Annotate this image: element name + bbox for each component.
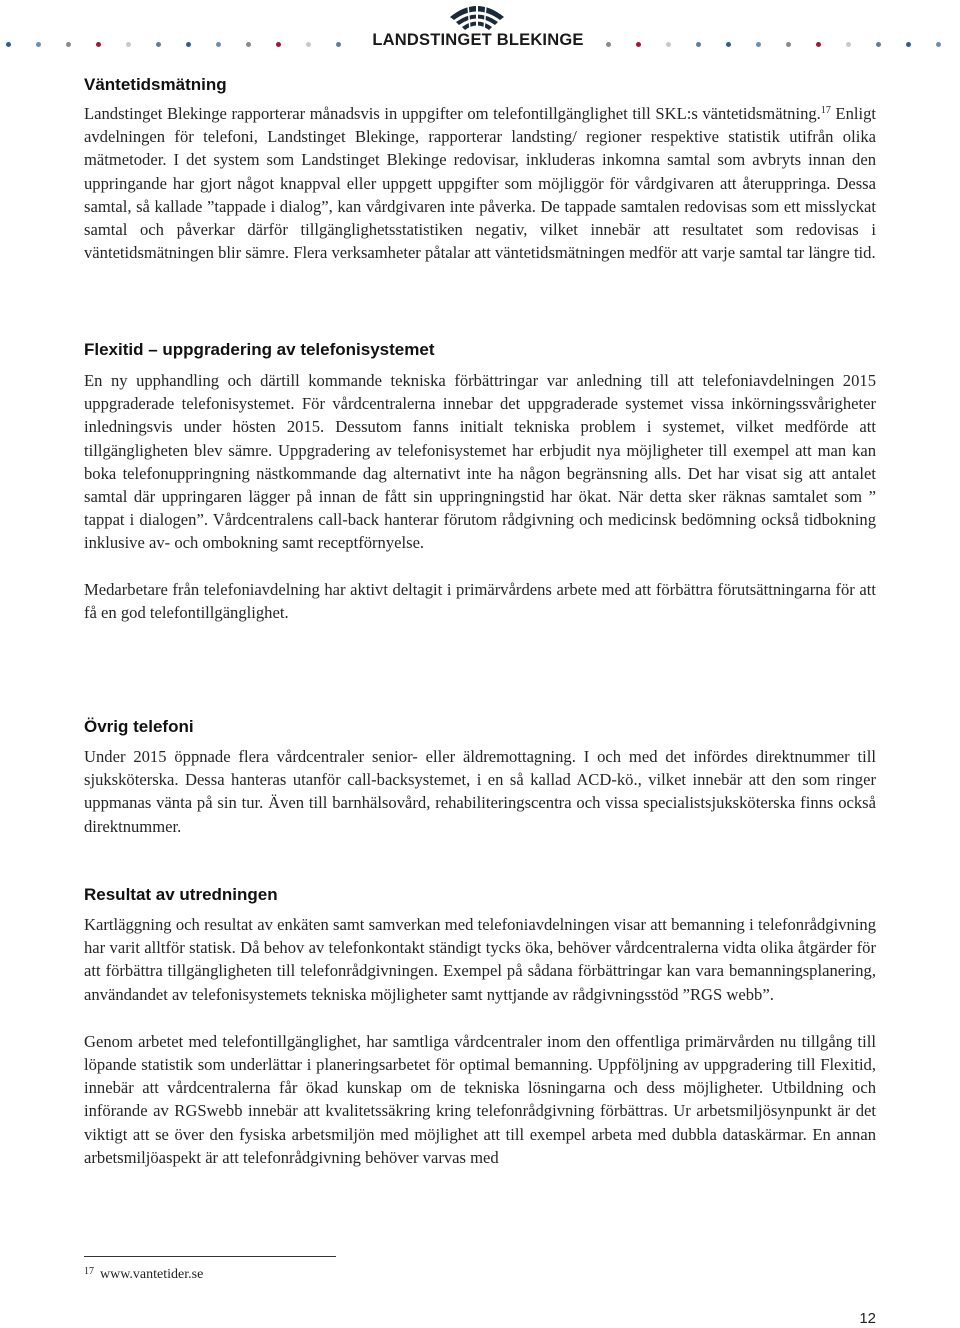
- decorative-dot: [186, 42, 191, 47]
- paragraph-text: Enligt avdelningen för telefoni, Landstinget Blekinge, rapporterar landsting/ regioner respektive statistik utifrån olika mätmetoder. I det system som Landstinget Blekinge redovisar, inkluderas inkomna samtal som avbryts innan den uppringande har gjort något knappval eller uppgett uppgifter som möjliggör för vårdgivaren att återuppringa. Dessa samtal, så kallade ”tappade i dialog”, kan vårdgivaren inte påverka. De tappade samtalen redovisas som ett misslyckat samtal och påverkar därför tillgänglighetsstatistiken negativ, vilket innebär att resultatet som redovisas i väntetidsmätningen blir sämre. Flera verksamheter påtalar att väntetidsmätningen medför att varje samtal tar längre tid.: [84, 104, 876, 263]
- decorative-dot: [756, 42, 761, 47]
- decorative-dot: [636, 42, 641, 47]
- page-number: 12: [859, 1310, 876, 1327]
- logo-text: LANDSTINGET BLEKINGE: [372, 31, 584, 49]
- decorative-dot: [936, 42, 941, 47]
- decorative-dot: [726, 42, 731, 47]
- footnote: [84, 1266, 203, 1283]
- decorative-dot: [846, 42, 851, 47]
- paragraph: Under 2015 öppnade flera vårdcentraler senior- eller äldremottagning. I och med det infördes direktnummer till sjuksköterska. Dessa hanteras utanför call-backsystemet, i en så kallad ACD-kö., vilket innebär att den som ringer uppmanas vänta på sin tur. Även till barnhälsovård, rehabiliteringscentra och vissa specialistsjuksköterska finns också direktnummer.: [84, 747, 876, 836]
- section-heading: Väntetidsmätning: [84, 75, 227, 94]
- decorative-dot: [696, 42, 701, 47]
- decorative-dot: [36, 42, 41, 47]
- section-heading: Övrig telefoni: [84, 717, 194, 736]
- decorative-dot: [666, 42, 671, 47]
- decorative-dot: [126, 42, 131, 47]
- paragraph: Medarbetare från telefoniavdelning har aktivt deltagit i primärvårdens arbete med att förbättra förutsättningarna för att få en god telefontillgänglighet.: [84, 579, 876, 622]
- landstinget-blekinge-logo: [372, 0, 584, 52]
- decorative-dot: [276, 42, 281, 47]
- footnote-text[interactable]: www.vantetider.se: [100, 1267, 204, 1282]
- paragraph: En ny upphandling och därtill kommande tekniska förbättringar var anledning till att telefoniavdelningen 2015 uppgraderade telefonisystemet. För vårdcentralerna innebar det uppgraderade systemet vissa inkörningssvårigheter inledningsvis under hösten 2015. Dessutom fanns initialt tekniska problem i systemet, vilket medförde att tillgängligheten blev sämre. Uppgradering av telefonisystemet har erbjudit nya möjligheter till exempel att man kan boka telefonuppringning nästkommande dag alternativt inte ha någon begränsning alls. Det har visat sig att antalet samtal där uppringaren lägger på innan de fått sin uppringningstid har ökat. När detta sker räknas samtalet som ” tappat i dialogen”. Vårdcentralens call-back hanterar förutom rådgivning och medicinsk bedömning också tidbokning inklusive av- och ombokning samt receptförnyelse.: [84, 371, 876, 553]
- decorative-dot: [606, 42, 611, 47]
- paragraph-text: Landstinget Blekinge rapporterar månadsvis in uppgifter om telefontillgänglighet till SKL:s väntetidsmätning.: [84, 104, 821, 123]
- footnote-number: 17: [84, 1266, 94, 1277]
- decorative-dot: [906, 42, 911, 47]
- section-vantetidsmatning: [84, 74, 876, 264]
- section-heading: Resultat av utredningen: [84, 885, 278, 904]
- decorative-dot: [786, 42, 791, 47]
- decorative-dot: [6, 42, 11, 47]
- decorative-dot: [246, 42, 251, 47]
- decorative-dot: [156, 42, 161, 47]
- decorative-dot: [876, 42, 881, 47]
- logo-emblem-icon: [448, 1, 506, 31]
- page-header: [0, 0, 960, 60]
- section-resultat: [84, 884, 876, 1169]
- paragraph: [84, 102, 876, 264]
- decorative-dot: [66, 42, 71, 47]
- footnote-divider: [84, 1256, 336, 1257]
- section-flexitid: [84, 339, 876, 624]
- decorative-dot: [96, 42, 101, 47]
- paragraph: Kartläggning och resultat av enkäten samt samverkan med telefoniavdelningen visar att bemanning i telefonrådgivning har varit alltför statisk. Då behov av telefonkontakt ständigt tycks öka, behöver vårdcentralerna vidta olika åtgärder för att förbättra tillgängligheten till telefonrådgivningen. Exempel på sådana förbättringar kan vara bemanningsplanering, användandet av telefonisystemets tekniska möjligheter samt nyttjande av rådgivningsstöd ”RGS webb”.: [84, 915, 876, 1004]
- section-ovrig-telefoni: [84, 716, 876, 838]
- decorative-dot: [336, 42, 341, 47]
- section-heading: Flexitid – uppgradering av telefonisystemet: [84, 340, 435, 359]
- footnote-ref[interactable]: 17: [820, 105, 831, 116]
- decorative-dot: [816, 42, 821, 47]
- decorative-dot: [306, 42, 311, 47]
- decorative-dot: [216, 42, 221, 47]
- paragraph: Genom arbetet med telefontillgänglighet, har samtliga vårdcentraler inom den offentliga primärvården nu tillgång till löpande statistik som underlättar i planeringsarbetet för optimal bemanning. Uppföljning av uppgradering till Flexitid, innebär att vårdcentralerna får ökad kunskap om de tekniska lösningarna och dess möjligheter. Utbildning och införande av RGSwebb innebär att kvalitetssäkring kring telefonrådgivning förbättras. Ur arbetsmiljösynpunkt är det viktigt att se över den fysiska arbetsmiljön med möjlighet att till exempel arbeta med dubbla dataskärmar. En annan arbetsmiljöaspekt är att telefonrådgivning behöver varvas med: [84, 1031, 876, 1167]
